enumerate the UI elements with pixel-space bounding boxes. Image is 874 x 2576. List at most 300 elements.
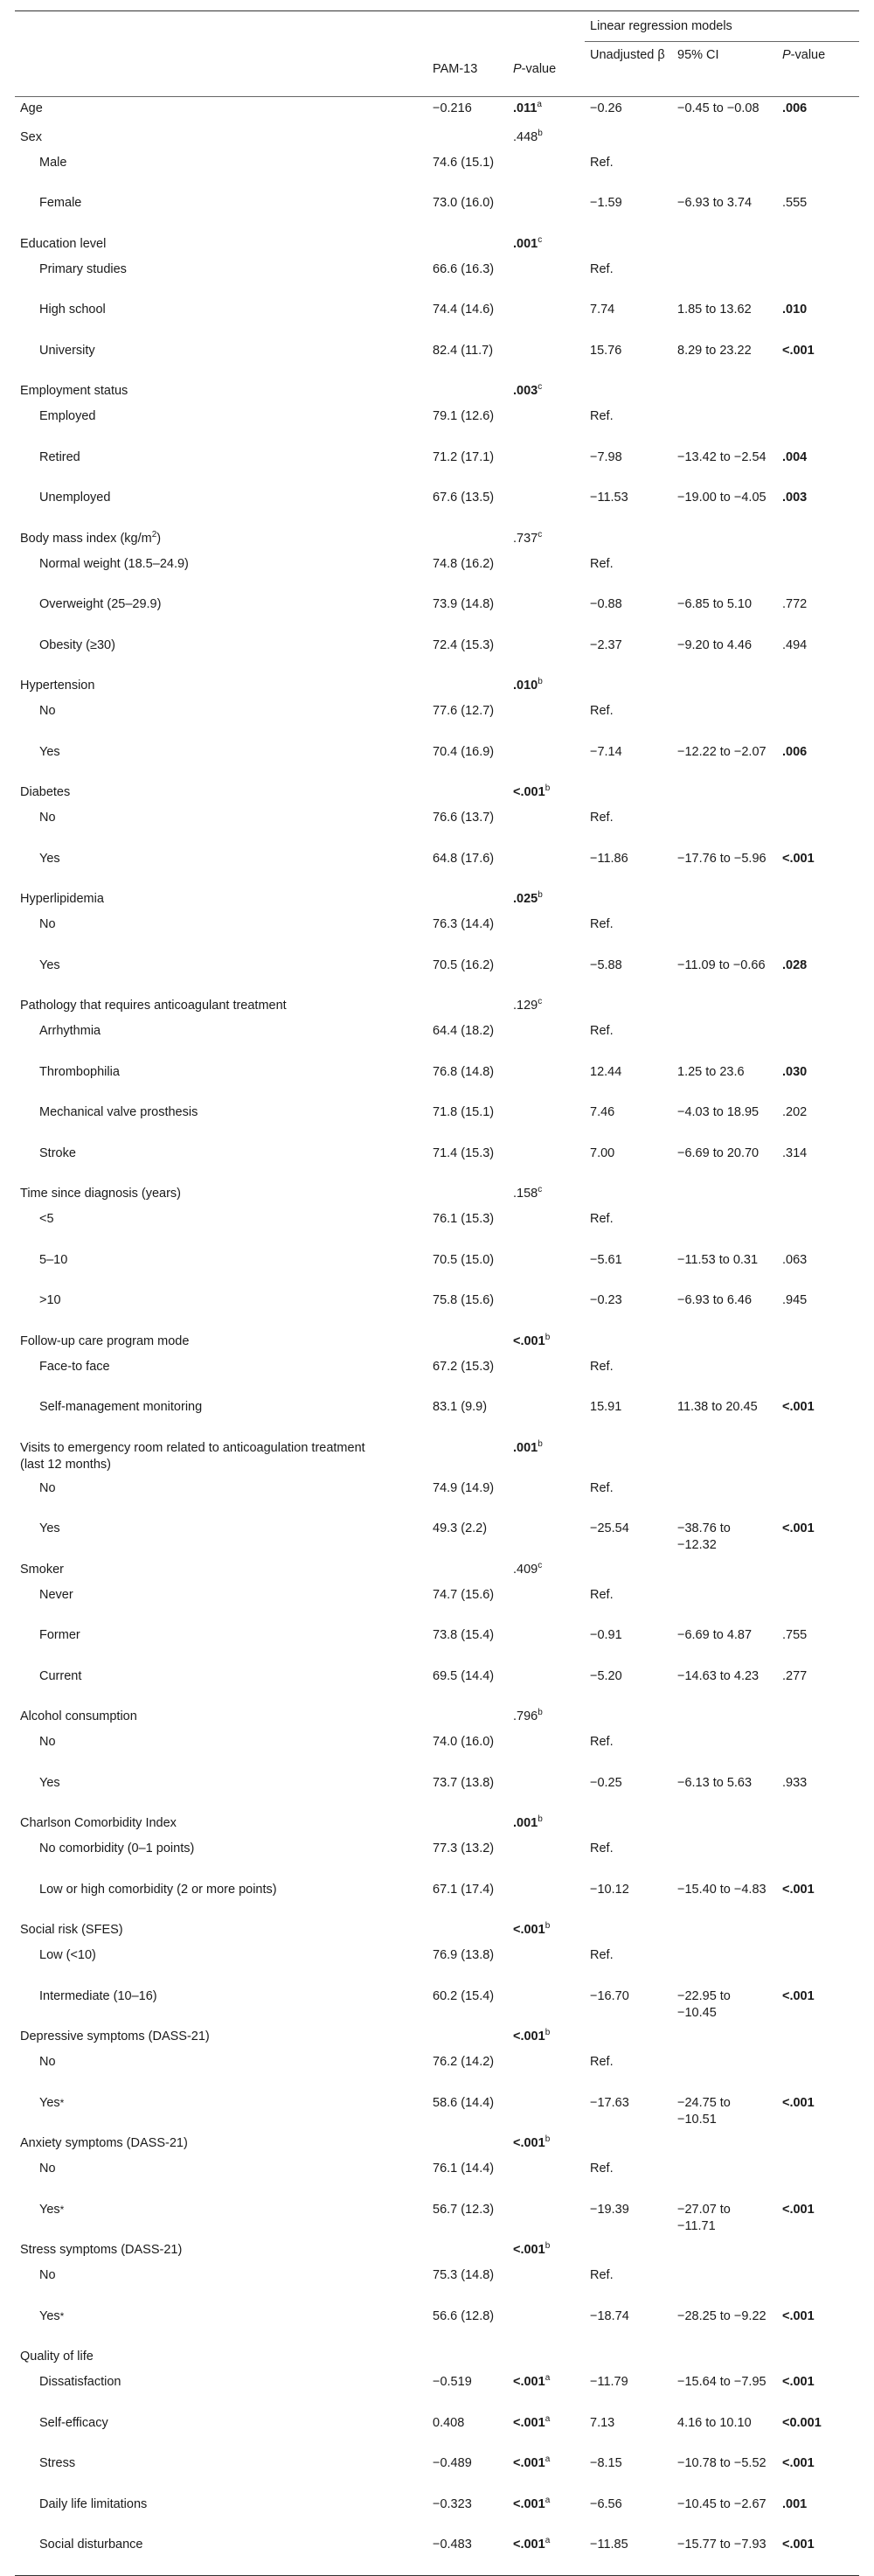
p-value — [508, 2092, 585, 2134]
p-value: .010$^b$ — [513, 677, 543, 693]
ci-value — [672, 1331, 777, 1356]
row-label: Depressive symptoms (DASS-21) — [20, 2029, 210, 2043]
row-label: Yes* — [39, 2202, 65, 2217]
beta-value — [585, 782, 672, 807]
row-label: Low or high comorbidity (2 or more points) — [39, 1882, 277, 1897]
pam13-value: 72.4 (15.3) — [433, 637, 495, 652]
ci-value — [672, 528, 777, 553]
row-label: Self-management monitoring — [39, 1400, 203, 1414]
row-label: Yes — [39, 1521, 60, 1535]
ci-value: −27.07 to −11.71 — [677, 2202, 731, 2233]
table-row — [15, 782, 859, 807]
ci-value — [672, 782, 777, 807]
beta-value: Ref. — [590, 1948, 614, 1962]
table-subrow — [15, 1945, 859, 1986]
beta-value: −0.23 — [590, 1293, 622, 1307]
row-label: Sex — [20, 129, 42, 144]
pam13-value — [427, 995, 508, 1020]
p-value — [508, 848, 585, 889]
pam13-value: 76.2 (14.2) — [433, 2055, 495, 2069]
pam13-value — [427, 1331, 508, 1356]
beta-value — [585, 1706, 672, 1731]
p-value — [508, 635, 585, 676]
ci-value: −14.63 to 4.23 — [677, 1668, 760, 1683]
p-value-2 — [777, 1706, 859, 1731]
ci-value: 8.29 to 23.22 — [677, 343, 752, 358]
ci-value: −6.93 to 3.74 — [677, 196, 753, 210]
table-subrow — [15, 406, 859, 447]
row-label: Time since diagnosis (years) — [20, 1187, 181, 1201]
beta-value: Ref. — [590, 704, 614, 718]
p-value — [508, 1143, 585, 1184]
row-label: No — [39, 2162, 56, 2176]
pam13-value — [427, 528, 508, 553]
table-subrow — [15, 807, 859, 848]
ci-value — [672, 2265, 777, 2306]
ci-value — [672, 2346, 777, 2371]
beta-value: 7.74 — [590, 303, 615, 317]
ci-value — [672, 127, 777, 152]
row-label: No — [39, 1735, 56, 1749]
regression-table — [15, 10, 859, 2576]
table-row — [15, 2026, 859, 2051]
row-label: Social risk (SFES) — [20, 1923, 123, 1937]
p-value — [508, 2306, 585, 2347]
p-value-2 — [777, 807, 859, 848]
table-subrow — [15, 553, 859, 595]
beta-value: Ref. — [590, 2055, 614, 2069]
p-value-2 — [777, 1208, 859, 1250]
row-label: Employed — [39, 409, 96, 423]
header-95-ci: 95% CI — [677, 48, 719, 62]
p-value — [508, 741, 585, 783]
table-row — [15, 1438, 859, 1478]
ci-value — [672, 1020, 777, 1062]
p-value-2: .933 — [782, 1775, 808, 1790]
row-label: Education level — [20, 236, 107, 251]
ci-value: −24.75 to −10.51 — [677, 2095, 731, 2127]
row-label: Yes — [39, 851, 60, 866]
row-label: Stress symptoms (DASS-21) — [20, 2243, 183, 2257]
p-value-2 — [777, 233, 859, 259]
p-value-2 — [777, 528, 859, 553]
p-value: .003$^c$ — [513, 382, 543, 398]
table-subrow — [15, 1208, 859, 1250]
row-label: Quality of life — [20, 2350, 94, 2364]
ci-value — [672, 2051, 777, 2092]
header-empty — [15, 11, 427, 42]
beta-value — [585, 2239, 672, 2265]
beta-value: 15.91 — [590, 1400, 622, 1414]
pam13-value: 64.4 (18.2) — [433, 1024, 495, 1038]
p-value — [508, 700, 585, 741]
p-value — [508, 1478, 585, 1519]
table-subrow — [15, 1020, 859, 1062]
ci-value: −19.00 to −4.05 — [677, 491, 766, 505]
row-label: Unemployed — [39, 491, 111, 505]
beta-value: Ref. — [590, 1841, 614, 1855]
ci-value — [672, 152, 777, 193]
beta-value: −18.74 — [590, 2308, 629, 2323]
row-label: No — [39, 1480, 56, 1495]
beta-value — [585, 1559, 672, 1584]
table-subrow — [15, 2412, 859, 2454]
beta-value: −19.39 — [590, 2202, 629, 2217]
beta-value — [585, 1183, 672, 1208]
p-value — [508, 1731, 585, 1772]
beta-value: Ref. — [590, 155, 614, 170]
beta-value — [585, 995, 672, 1020]
row-label: 5–10 — [39, 1252, 68, 1267]
beta-value: Ref. — [590, 1480, 614, 1495]
table-subrow — [15, 2534, 859, 2575]
p-value: <.001$^b$ — [513, 2134, 551, 2150]
row-label: High school — [39, 303, 106, 317]
table-subrow — [15, 1396, 859, 1438]
p-value — [508, 1772, 585, 1814]
pam13-value — [427, 233, 508, 259]
table-subrow — [15, 299, 859, 340]
pam13-value: 71.4 (15.3) — [433, 1145, 495, 1160]
pam13-value — [427, 675, 508, 700]
p-value: .025$^b$ — [513, 890, 543, 906]
beta-value: −17.63 — [590, 2095, 629, 2110]
row-label: No comorbidity (0–1 points) — [39, 1841, 195, 1855]
row-label: Female — [39, 196, 82, 210]
row-label: Stress — [39, 2456, 76, 2470]
beta-value: −16.70 — [590, 1988, 629, 2003]
ci-value: −15.64 to −7.95 — [677, 2375, 766, 2389]
header-group-label: Linear regression models — [585, 11, 859, 42]
beta-value: 15.76 — [590, 343, 622, 358]
row-label: No — [39, 811, 56, 825]
ci-value — [672, 1356, 777, 1397]
pam13-value: 56.6 (12.8) — [433, 2308, 495, 2323]
p-value-2 — [777, 700, 859, 741]
pam13-value — [427, 2346, 508, 2371]
pam13-value: 70.5 (15.0) — [433, 1252, 495, 1267]
table-subrow — [15, 1986, 859, 2027]
p-value-2 — [777, 2346, 859, 2371]
pam13-value: 74.8 (16.2) — [433, 556, 495, 571]
beta-value: −11.86 — [590, 851, 628, 866]
p-value-2 — [777, 2265, 859, 2306]
beta-value: 7.00 — [590, 1145, 615, 1160]
row-label: Hypertension — [20, 679, 95, 693]
p-value-2: .555 — [782, 196, 808, 210]
row-label: No — [39, 917, 56, 931]
p-value-2: .028 — [782, 957, 808, 972]
ci-value — [672, 2158, 777, 2199]
ci-value — [672, 675, 777, 700]
table-subrow — [15, 1772, 859, 1814]
p-value-2: <0.001 — [782, 2415, 822, 2430]
pam13-value: 69.5 (14.4) — [433, 1668, 495, 1683]
row-label: Employment status — [20, 384, 128, 398]
p-value — [508, 259, 585, 300]
beta-value — [585, 127, 672, 152]
table-row — [15, 96, 859, 127]
ci-value — [672, 406, 777, 447]
row-label: Obesity (≥30) — [39, 637, 115, 652]
pam13-value — [427, 1559, 508, 1584]
row-label: Diabetes — [20, 785, 71, 799]
beta-value: Ref. — [590, 1735, 614, 1749]
table-subrow — [15, 2265, 859, 2306]
beta-value: −7.14 — [590, 744, 622, 759]
table-subrow — [15, 2051, 859, 2092]
p-value-2: .003 — [782, 491, 808, 505]
beta-value: Ref. — [590, 261, 614, 276]
table-subrow — [15, 152, 859, 193]
pam13-value: 74.7 (15.6) — [433, 1587, 495, 1602]
p-value — [508, 1250, 585, 1291]
ci-value — [672, 2026, 777, 2051]
ci-value — [672, 914, 777, 955]
pam13-value: 75.3 (14.8) — [433, 2268, 495, 2282]
ci-value: 4.16 to 10.10 — [677, 2415, 752, 2430]
p-value-2 — [777, 259, 859, 300]
ci-value — [672, 1731, 777, 1772]
p-value-2 — [777, 1838, 859, 1879]
beta-value: Ref. — [590, 917, 614, 931]
pam13-value: 77.3 (13.2) — [433, 1841, 495, 1855]
table-body — [15, 96, 859, 2575]
p-value-2: <.001 — [782, 1521, 815, 1535]
row-label: Yes — [39, 744, 60, 759]
ci-value: 1.25 to 23.6 — [677, 1064, 745, 1079]
table-row — [15, 380, 859, 406]
beta-value — [585, 528, 672, 553]
table-subrow — [15, 2306, 859, 2347]
pam13-value — [427, 1706, 508, 1731]
beta-value: −11.53 — [590, 491, 628, 505]
ci-value — [672, 2133, 777, 2158]
pam13-value: −0.323 — [433, 2496, 472, 2511]
p-value — [508, 1208, 585, 1250]
table-subrow — [15, 848, 859, 889]
table-subrow — [15, 1625, 859, 1666]
p-value: .129$^c$ — [513, 997, 543, 1013]
p-value — [508, 1396, 585, 1438]
p-value-2 — [777, 380, 859, 406]
beta-value: −8.15 — [590, 2456, 622, 2470]
p-value-2: <.001 — [782, 2538, 815, 2552]
p-value — [508, 955, 585, 996]
table-subrow — [15, 2199, 859, 2240]
pam13-value — [427, 2026, 508, 2051]
row-label: Body mass index $(kg/m^2)$ — [20, 529, 162, 546]
p-value — [508, 1062, 585, 1103]
row-label: Primary studies — [39, 261, 127, 276]
table-subrow — [15, 2092, 859, 2134]
pam13-value: 76.1 (15.3) — [433, 1212, 495, 1226]
pam13-value: 49.3 (2.2) — [433, 1521, 488, 1535]
p-value — [508, 1879, 585, 1920]
p-value-2: .030 — [782, 1064, 808, 1079]
p-value-2: .063 — [782, 1252, 808, 1267]
pam13-value: −0.489 — [433, 2456, 472, 2470]
p-value-2: .010 — [782, 303, 808, 317]
beta-value: −11.85 — [590, 2538, 628, 2552]
p-value — [508, 594, 585, 635]
ci-value — [672, 233, 777, 259]
pam13-value — [427, 1919, 508, 1945]
p-value — [508, 1666, 585, 1707]
p-value-2 — [777, 914, 859, 955]
ci-value — [672, 995, 777, 1020]
ci-value: −11.09 to −0.66 — [677, 957, 766, 972]
pam13-value — [427, 1813, 508, 1838]
ci-value: −6.69 to 20.70 — [677, 1145, 760, 1160]
row-label: Overweight (25–29.9) — [39, 597, 162, 611]
p-value — [508, 447, 585, 488]
ci-value: −0.45 to −0.08 — [677, 101, 760, 115]
p-value — [508, 1102, 585, 1143]
table-subrow — [15, 1290, 859, 1331]
p-value-2 — [777, 553, 859, 595]
row-label: Intermediate (10–16) — [39, 1988, 157, 2003]
ci-value: −6.69 to 4.87 — [677, 1628, 753, 1642]
row-label: Retired — [39, 449, 80, 464]
pam13-value: −0.483 — [433, 2538, 472, 2552]
p-value-2: <.001 — [782, 851, 815, 866]
beta-value: −2.37 — [590, 637, 622, 652]
p-value-2: .945 — [782, 1293, 808, 1307]
p-value — [508, 1986, 585, 2027]
p-value-2: <.001 — [782, 343, 815, 358]
beta-value: Ref. — [590, 409, 614, 423]
p-value — [508, 1625, 585, 1666]
ci-value: −13.42 to −2.54 — [677, 449, 766, 464]
p-value-2 — [777, 152, 859, 193]
pam13-value: 58.6 (14.4) — [433, 2095, 495, 2110]
ci-value: −6.13 to 5.63 — [677, 1775, 753, 1790]
beta-value: Ref. — [590, 2162, 614, 2176]
row-label: Dissatisfaction — [39, 2375, 121, 2389]
pam13-value: 60.2 (15.4) — [433, 1988, 495, 2003]
p-value — [508, 2265, 585, 2306]
p-value: .409$^c$ — [513, 1560, 543, 1577]
pam13-value: 74.4 (14.6) — [433, 303, 495, 317]
table-row — [15, 888, 859, 914]
row-label: Anxiety symptoms (DASS-21) — [20, 2136, 188, 2150]
header-unadjusted-beta: Unadjusted β — [590, 48, 665, 62]
ci-value — [672, 1478, 777, 1519]
p-value-2 — [777, 2158, 859, 2199]
ci-value: 11.38 to 20.45 — [677, 1400, 758, 1414]
p-value-2 — [777, 1478, 859, 1519]
p-value-2 — [777, 2239, 859, 2265]
beta-value: Ref. — [590, 1359, 614, 1374]
beta-value — [585, 233, 672, 259]
p-value-2: .006 — [782, 101, 808, 115]
p-value-2 — [777, 2026, 859, 2051]
beta-value — [585, 1813, 672, 1838]
p-value: <.001$^b$ — [513, 2028, 551, 2043]
p-value — [508, 152, 585, 193]
table-subrow — [15, 1478, 859, 1519]
ci-value — [672, 1584, 777, 1626]
pam13-value: 76.8 (14.8) — [433, 1064, 495, 1079]
beta-value: Ref. — [590, 1212, 614, 1226]
table-subrow — [15, 1731, 859, 1772]
row-label: Pathology that requires anticoagulant treatment — [20, 999, 287, 1013]
table-subrow — [15, 1879, 859, 1920]
table-subrow — [15, 1838, 859, 1879]
table-subrow — [15, 594, 859, 635]
p-value — [508, 2199, 585, 2240]
p-value-2: .006 — [782, 744, 808, 759]
p-value — [508, 2346, 585, 2371]
pam13-value — [427, 2133, 508, 2158]
ci-value: −6.85 to 5.10 — [677, 597, 753, 611]
pam13-value: 0.408 — [433, 2415, 465, 2430]
p-value — [508, 1356, 585, 1397]
p-value: .001$^c$ — [513, 234, 543, 251]
row-label: Current — [39, 1668, 82, 1683]
table-row — [15, 1813, 859, 1838]
table-subrow — [15, 2158, 859, 2199]
p-value — [508, 2051, 585, 2092]
p-value-2 — [777, 2133, 859, 2158]
table-row — [15, 995, 859, 1020]
table-subrow — [15, 1356, 859, 1397]
p-value-2: .772 — [782, 597, 808, 611]
p-value — [508, 1838, 585, 1879]
row-label: Yes* — [39, 2095, 65, 2110]
table-subrow — [15, 340, 859, 381]
p-value-2 — [777, 1183, 859, 1208]
ci-value: 1.85 to 13.62 — [677, 303, 752, 317]
pam13-value — [427, 1183, 508, 1208]
row-label: Normal weight (18.5–24.9) — [39, 556, 189, 571]
ci-value — [672, 1438, 777, 1478]
beta-value: −1.59 — [590, 196, 622, 210]
beta-value: 12.44 — [590, 1064, 622, 1079]
pam13-value — [427, 2239, 508, 2265]
pam13-value: 64.8 (17.6) — [433, 851, 495, 866]
pam13-value: 70.5 (16.2) — [433, 957, 495, 972]
ci-value — [672, 1706, 777, 1731]
row-label: <5 — [39, 1212, 54, 1226]
p-value-2 — [777, 1356, 859, 1397]
table-subrow — [15, 1666, 859, 1707]
beta-value: −0.91 — [590, 1628, 622, 1642]
pam13-value: 76.1 (14.4) — [433, 2162, 495, 2176]
pam13-value: −0.519 — [433, 2375, 472, 2389]
p-value: .796$^b$ — [513, 1708, 543, 1723]
p-value — [508, 1945, 585, 1986]
p-value-2: .755 — [782, 1628, 808, 1642]
table-row — [15, 2133, 859, 2158]
beta-value: Ref. — [590, 811, 614, 825]
beta-value — [585, 380, 672, 406]
row-label: Thrombophilia — [39, 1064, 120, 1079]
beta-value: −10.12 — [590, 1882, 629, 1897]
table-subrow — [15, 259, 859, 300]
ci-value — [672, 380, 777, 406]
beta-value — [585, 1331, 672, 1356]
row-label: Charlson Comorbidity Index — [20, 1816, 177, 1830]
pam13-value: 76.3 (14.4) — [433, 917, 495, 931]
pam13-value: 70.4 (16.9) — [433, 744, 495, 759]
p-value-2: <.001 — [782, 2456, 815, 2470]
row-label: University — [39, 343, 95, 358]
ci-value — [672, 1813, 777, 1838]
ci-value — [672, 259, 777, 300]
p-value-2 — [777, 1584, 859, 1626]
